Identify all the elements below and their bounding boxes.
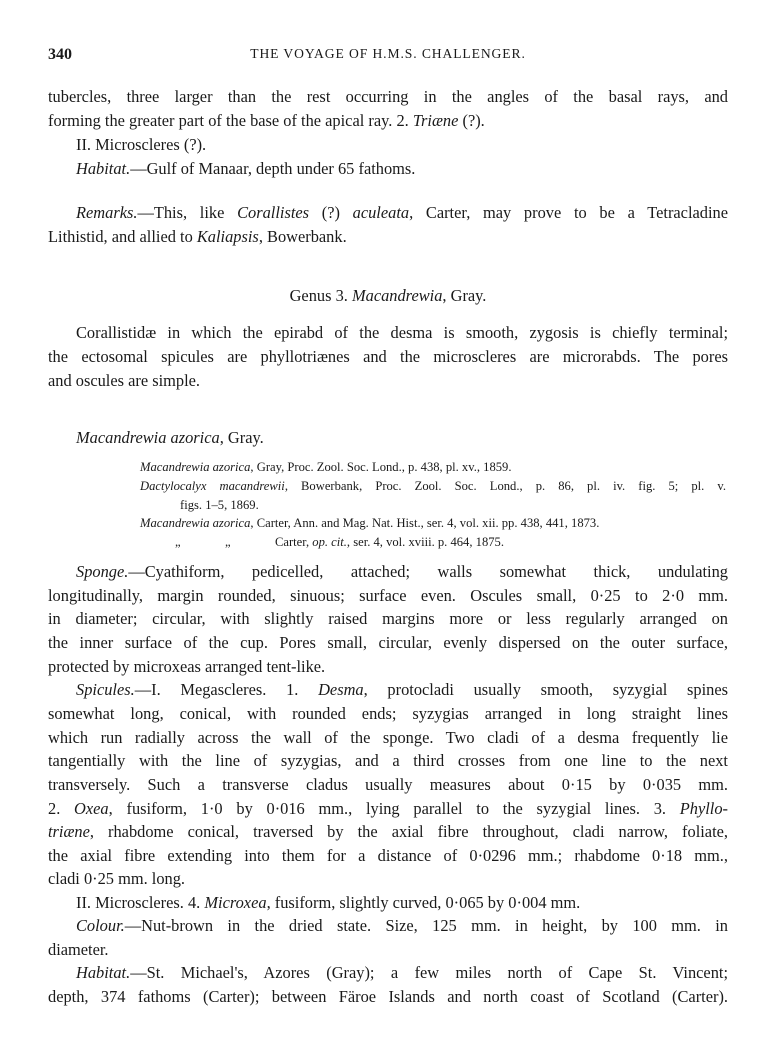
spicules-line: the axial fibre extending into them for a distance of 0·0296 mm.; rhabdome 0·18 mm., (48, 846, 728, 865)
page-number: 340 (48, 46, 72, 63)
spicules-line: somewhat long, conical, with rounded ends; syzygias arranged in long straight lines (48, 704, 728, 723)
genus-heading: Genus 3. Macandrewia, Gray. (289, 286, 487, 305)
synonymy-reference: Dactylocalyx macandrewii, Bowerbank, Proc. Zool. Soc. Lond., p. 86, pl. iv. fig. 5; pl. v. (140, 479, 727, 493)
ditto-mark: „ (225, 535, 231, 549)
spicules-line: triæne, rhabdome conical, traversed by the axial fibre throughout, cladi narrow, foliate, (48, 822, 728, 841)
ditto-mark: „ (175, 535, 181, 549)
species-heading: Macandrewia azorica, Gray. (76, 428, 264, 447)
sponge-description-line: Sponge.—Cyathiform, pedicelled, attached; walls somewhat thick, undulating (76, 562, 728, 581)
spicules-line: II. Microscleres. 4. Microxea, fusiform, slightly curved, 0·065 by 0·004 mm. (76, 893, 581, 912)
habitat-line: Habitat.—St. Michael's, Azores (Gray); a few miles north of Cape St. Vincent; (76, 963, 728, 982)
spicules-line: which run radially across the wall of the sponge. Two cladi of a desma frequently lie (48, 728, 728, 747)
diagnosis-line: Corallistidæ in which the epirabd of the desma is smooth, zygosis is chiefly terminal; (76, 323, 728, 342)
spicules-line: tangentially with the line of syzygias, and a third crosses from one line to the next (48, 751, 728, 770)
text-line: forming the greater part of the base of the apical ray. 2. Triæne (?). (48, 111, 485, 130)
synonymy-reference-cont: figs. 1–5, 1869. (180, 498, 259, 512)
spicules-line: transversely. Such a transverse cladus usually measures about 0·15 by 0·035 mm. (48, 775, 728, 794)
synonymy-reference: Macandrewia azorica, Gray, Proc. Zool. Soc. Lond., p. 438, pl. xv., 1859. (140, 460, 512, 474)
habitat-line: depth, 374 fathoms (Carter); between Färoe Islands and north coast of Scotland (Carter). (48, 987, 728, 1006)
spicules-line: cladi 0·25 mm. long. (48, 869, 186, 888)
sponge-description-line: the inner surface of the cup. Pores small, circular, evenly dispersed on the outer surface, (48, 633, 728, 652)
diagnosis-line: the ectosomal spicules are phyllotriænes and the microscleres are microrabds. The pores (48, 347, 728, 366)
remarks-line: Remarks.—This, like Corallistes (?) aculeata, Carter, may prove to be a Tetracladine (76, 203, 729, 222)
colour-line: Colour.—Nut-brown in the dried state. Size, 125 mm. in height, by 100 mm. in (76, 916, 728, 935)
sponge-description-line: longitudinally, margin rounded, sinuous; surface even. Oscules small, 0·25 to 2·0 mm. (48, 586, 728, 605)
running-title: THE VOYAGE OF H.M.S. CHALLENGER. (250, 46, 526, 61)
synonymy-reference: „ „ Carter, op. cit., ser. 4, vol. xviii. p. 464, 1875. (175, 533, 504, 552)
spicules-line: Spicules.—I. Megascleres. 1. Desma, protocladi usually smooth, syzygial spines (76, 680, 728, 699)
sponge-description-line: in diameter; circular, with slightly raised margins more or less regularly arranged on (48, 609, 728, 628)
diagnosis-line: and oscules are simple. (48, 371, 201, 390)
spicules-line: 2. Oxea, fusiform, 1·0 by 0·016 mm., lying parallel to the syzygial lines. 3. Phyllo- (48, 799, 728, 818)
remarks-line: Lithistid, and allied to Kaliapsis, Bowerbank. (48, 227, 347, 246)
text-line: II. Microscleres (?). (76, 135, 207, 154)
habitat-line: Habitat.—Gulf of Manaar, depth under 65 fathoms. (76, 159, 416, 178)
text-line: tubercles, three larger than the rest occurring in the angles of the basal rays, and (48, 87, 728, 106)
colour-line: diameter. (48, 940, 109, 959)
synonymy-reference: Macandrewia azorica, Carter, Ann. and Mag. Nat. Hist., ser. 4, vol. xii. pp. 438, 441, 1873. (140, 516, 600, 530)
sponge-description-line: protected by microxeas arranged tent-like. (48, 657, 326, 676)
